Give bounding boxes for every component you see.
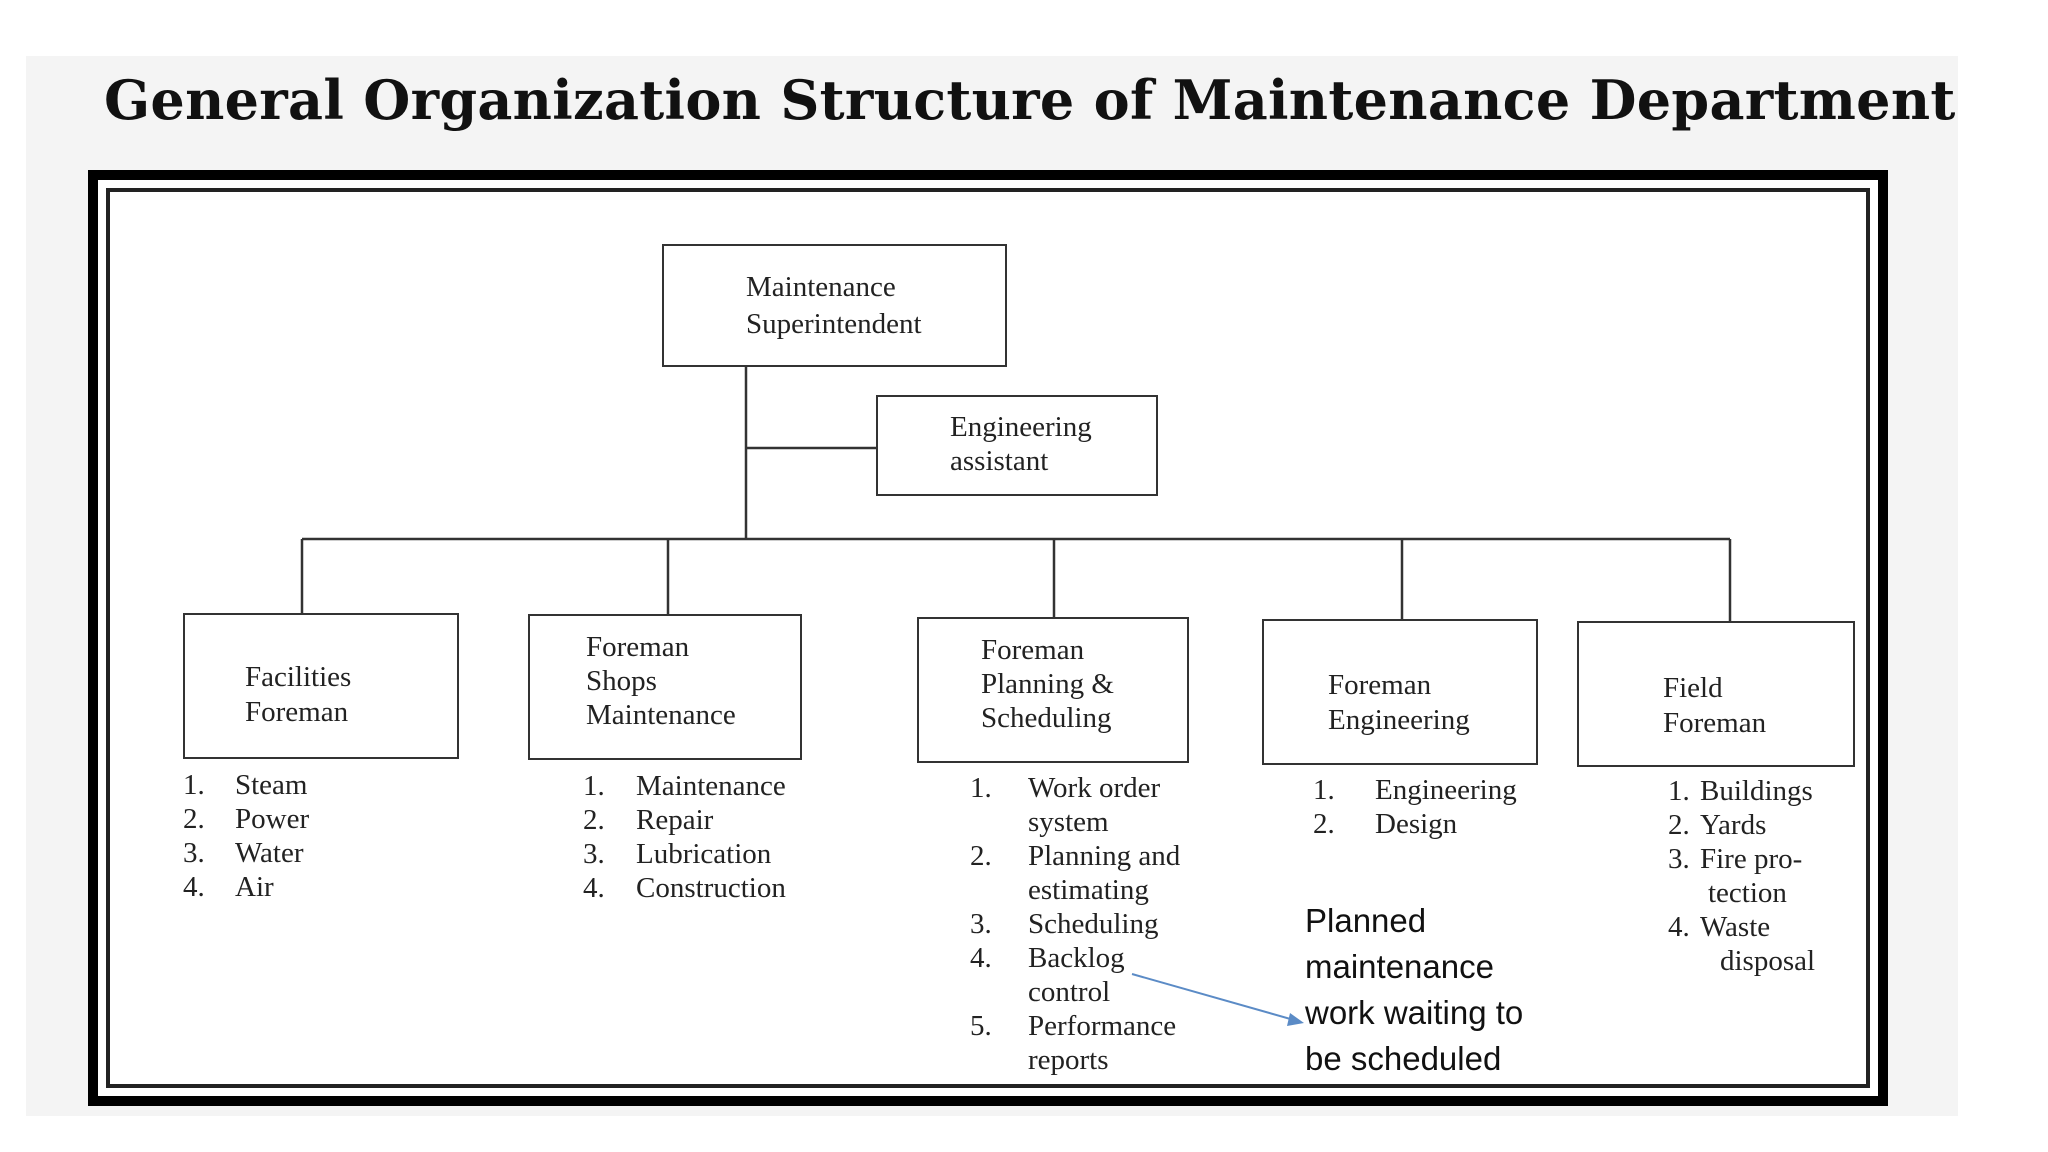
list-text: Engineering [1375,774,1517,806]
list-text: Work order [1028,772,1161,804]
list-number: 5. [970,1010,992,1042]
planning-duties-list [970,771,1180,1077]
list-item [583,871,786,905]
list-number: 2. [970,840,992,872]
list-number: 1. [1668,775,1690,807]
node-label: assistant [950,445,1049,477]
node-label: Scheduling [981,702,1112,734]
list-item [183,870,309,904]
facilities-duties-list [183,768,309,904]
list-number: 1. [1313,774,1335,806]
list-number: 3. [970,908,992,940]
list-text: Scheduling [1028,908,1159,940]
list-text: Planning and [1028,840,1181,872]
list-number: 4. [583,872,605,904]
list-item [1668,910,1815,978]
node-label: Foreman [586,631,690,663]
page-title: General Organization Structure of Maintenance Department [104,68,1956,132]
list-number: 4. [970,942,992,974]
list-text: Construction [636,872,786,904]
list-text: Water [235,837,304,869]
node-label: Foreman [981,634,1085,666]
list-text-continued: reports [1028,1044,1109,1076]
node-label: Maintenance [586,699,736,731]
node-foreman-engineering [1262,619,1538,765]
list-item [1313,807,1517,841]
list-number: 2. [1668,809,1690,841]
list-number: 4. [1668,911,1690,943]
node-label: Superintendent [746,308,922,340]
node-label: Foreman [1663,707,1767,739]
list-text: Repair [636,804,714,836]
list-item [1668,842,1815,910]
list-number: 1. [183,769,205,801]
list-number: 1. [970,772,992,804]
list-text: Power [235,803,310,835]
list-number: 4. [183,871,205,903]
list-number: 2. [183,803,205,835]
list-number: 3. [1668,843,1690,875]
list-item [970,771,1180,839]
node-engineering-assistant [876,395,1158,496]
list-item [583,803,786,837]
list-item [970,1009,1180,1077]
list-item [583,837,786,871]
node-label: Engineering [1328,704,1470,736]
node-field-foreman [1577,621,1855,767]
list-text-continued: estimating [1028,874,1149,906]
node-label: Field [1663,672,1723,704]
annotation-arrowhead [1287,1013,1304,1026]
list-number: 2. [583,804,605,836]
list-text: Maintenance [636,770,786,802]
list-item [1668,808,1815,842]
list-text-continued: control [1028,976,1111,1008]
node-label: Engineering [950,411,1092,443]
list-number: 1. [583,770,605,802]
annotation-line: work waiting to [1305,994,1524,1031]
list-number: 3. [183,837,205,869]
list-item [183,836,309,870]
list-text: Design [1375,808,1458,840]
backlog-annotation [1305,898,1605,1082]
list-item [970,839,1180,907]
node-label: Foreman [1328,669,1432,701]
list-text: Performance [1028,1010,1177,1042]
list-item [970,907,1180,941]
list-text: Backlog [1028,942,1125,974]
list-text-continued: system [1028,806,1109,838]
node-facilities-foreman [183,613,459,759]
list-item [583,769,786,803]
node-label: Foreman [245,696,349,728]
list-text: Air [235,871,274,903]
list-text: Steam [235,769,308,801]
node-label: Shops [586,665,657,697]
list-item [183,768,309,802]
list-text-continued: disposal [1720,945,1816,977]
list-item [970,941,1180,1009]
list-item [1313,773,1517,807]
list-item [183,802,309,836]
annotation-line: be scheduled [1305,1040,1502,1077]
node-label: Planning & [981,668,1114,700]
field-duties-list [1668,774,1815,978]
annotation-line: maintenance [1305,948,1494,985]
list-text: Yards [1700,809,1767,841]
list-text: Fire pro- [1700,843,1803,875]
node-maintenance-superintendent [662,244,1007,367]
list-text-continued: tection [1708,877,1787,909]
list-number: 2. [1313,808,1335,840]
list-item [1668,774,1815,808]
shops-duties-list [583,769,786,905]
list-text: Waste [1700,911,1771,943]
engineering-duties-list [1313,773,1517,841]
annotation-line: Planned [1305,902,1427,939]
list-text: Lubrication [636,838,772,870]
list-text: Buildings [1700,775,1813,807]
list-number: 3. [583,838,605,870]
node-label: Facilities [245,661,352,693]
node-foreman-planning-scheduling [917,617,1189,763]
node-label: Maintenance [746,271,896,303]
node-foreman-shops-maintenance [528,614,802,760]
